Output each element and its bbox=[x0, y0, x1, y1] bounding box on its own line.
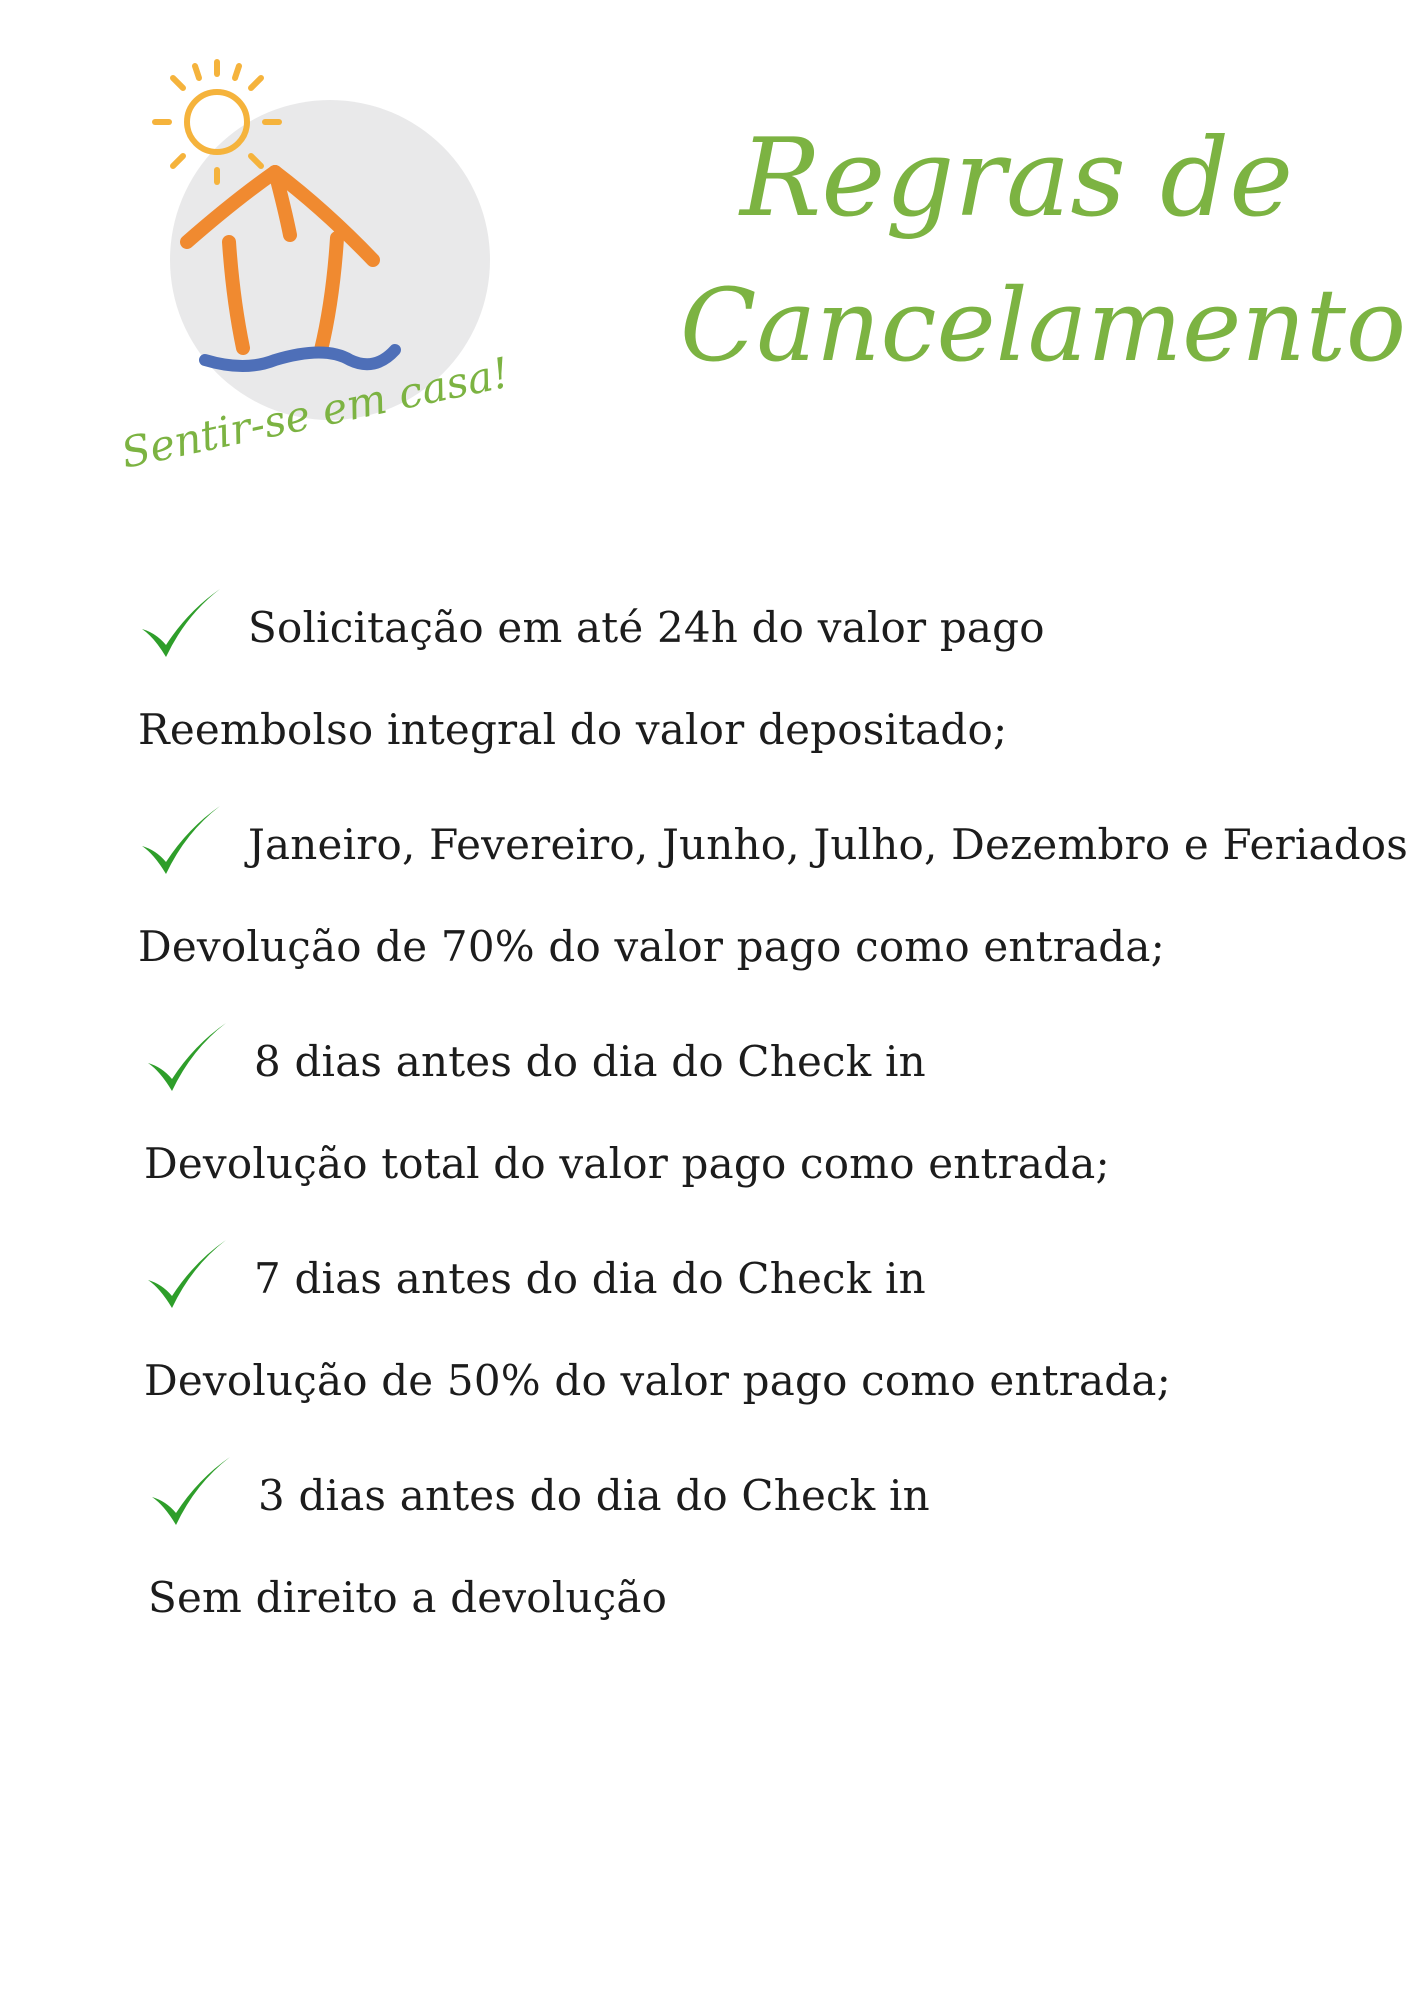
rule-condition: 7 dias antes do dia do Check in bbox=[254, 1254, 926, 1303]
check-icon bbox=[144, 1019, 229, 1099]
title-line-2: Cancelamento bbox=[680, 267, 1407, 384]
check-icon bbox=[138, 802, 223, 882]
rule-result: Devolução de 50% do valor pago como entrada; bbox=[144, 1356, 1171, 1405]
check-icon bbox=[148, 1453, 233, 1533]
rule-condition: Janeiro, Fevereiro, Junho, Julho, Dezembro e Feriados bbox=[248, 820, 1409, 869]
rule-condition: Solicitação em até 24h do valor pago bbox=[248, 603, 1045, 652]
rule-result: Devolução de 70% do valor pago como entrada; bbox=[138, 922, 1165, 971]
rule-condition: 3 dias antes do dia do Check in bbox=[258, 1471, 930, 1520]
page-title bbox=[650, 110, 1407, 410]
check-icon bbox=[138, 585, 223, 665]
logo-script-text: Sentir-se em casa! bbox=[116, 347, 514, 478]
rule-result: Devolução total do valor pago como entrada; bbox=[144, 1139, 1110, 1188]
rule-result: Reembolso integral do valor depositado; bbox=[138, 705, 1008, 754]
rule-result: Sem direito a devolução bbox=[148, 1573, 668, 1622]
brand-logo bbox=[116, 60, 525, 480]
rule-condition: 8 dias antes do dia do Check in bbox=[254, 1037, 926, 1086]
check-icon bbox=[144, 1236, 229, 1316]
title-line-1: Regras de bbox=[740, 116, 1294, 241]
